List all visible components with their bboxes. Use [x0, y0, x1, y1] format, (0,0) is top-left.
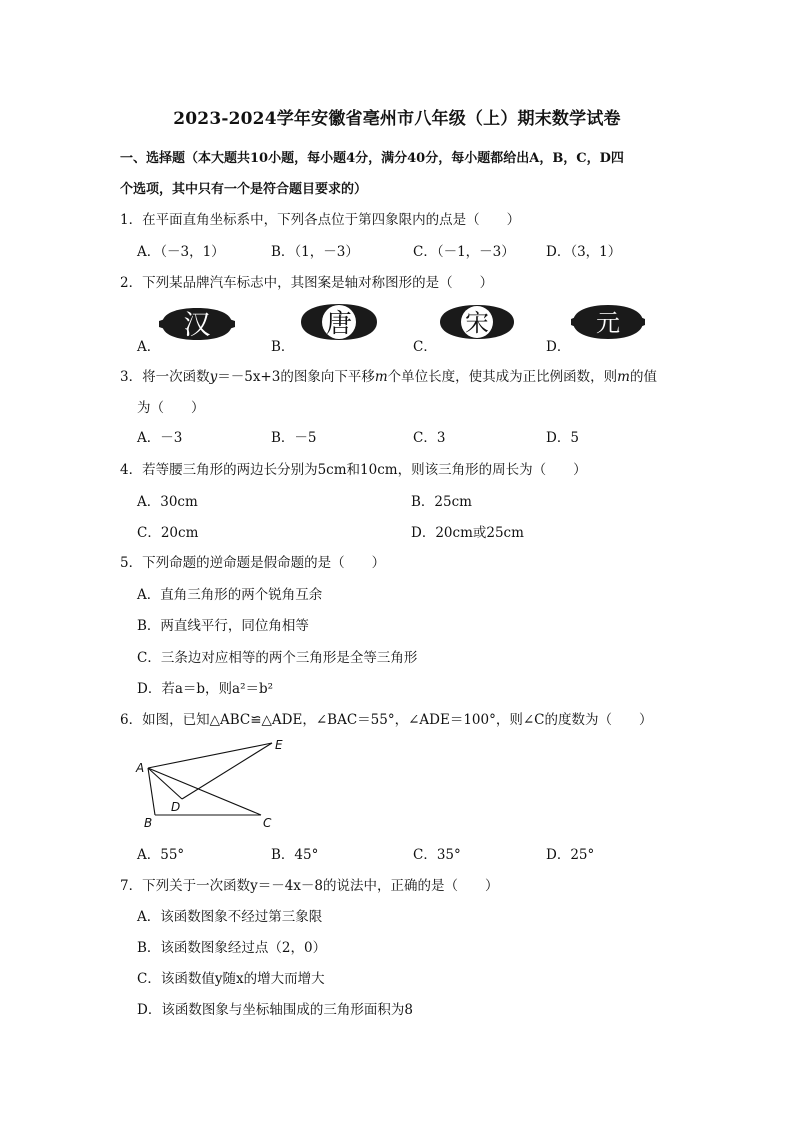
logo-char: 汉	[183, 310, 211, 341]
q2-option-c[interactable]: C．	[413, 339, 437, 355]
q1-option-a[interactable]: A．（－3，1）	[137, 244, 225, 260]
stem-part: 的值	[629, 369, 657, 385]
q6-option-a[interactable]: A．55°	[137, 847, 185, 863]
q5-option-a[interactable]: A．直角三角形的两个锐角互余	[137, 587, 323, 603]
question-3-line2: 为（ ）	[137, 400, 205, 416]
q7-option-c[interactable]: C．该函数值y随x的增大而增大	[137, 971, 325, 987]
q4-option-d[interactable]: D．20cm或25cm	[411, 525, 524, 541]
q4-option-a[interactable]: A．30cm	[137, 494, 198, 510]
segment-de	[182, 743, 272, 799]
question-stem: 下列某品牌汽车标志中，其图案是轴对称图形的是（ ）	[142, 275, 494, 291]
q5-option-c[interactable]: C．三条边对应相等的两个三角形是全等三角形	[137, 650, 418, 666]
car-logo-song[interactable]	[438, 302, 516, 346]
question-6	[120, 708, 652, 728]
q1-option-c[interactable]: C．（－1，－3）	[413, 244, 515, 260]
segment-ab	[148, 768, 155, 815]
logo-char: 元	[596, 309, 620, 337]
section-heading-line2: 个选项，其中只有一个是符合题目要求的）	[120, 182, 368, 197]
q2-option-b[interactable]: B．	[271, 339, 295, 355]
q7-option-a[interactable]: A．该函数图象不经过第三象限	[137, 909, 323, 925]
stem-part: 个单位长度，使其成为正比例函数，则	[387, 369, 618, 385]
question-number: 7．	[120, 878, 143, 894]
question-stem: 下列关于一次函数y＝－4x－8的说法中，正确的是（ ）	[142, 878, 499, 894]
q1-option-d[interactable]: D．（3，1）	[546, 244, 622, 260]
section-heading-line1: 一、选择题（本大题共10小题，每小题4分，满分40分，每小题都给出A，B，C，D四	[120, 151, 624, 166]
q2-option-a[interactable]: A．	[137, 339, 161, 355]
q3-option-d[interactable]: D．5	[546, 430, 579, 446]
question-stem: 如图，已知△ABC≌△ADE，∠BAC＝55°，∠ADE＝100°，则∠C的度数为（ ）	[142, 712, 653, 728]
var-y: y	[209, 369, 218, 385]
label-d: D	[171, 800, 181, 814]
question-2	[120, 271, 493, 291]
question-number: 4．	[120, 462, 143, 478]
segment-ad	[148, 768, 182, 799]
page-title: 2023-2024学年安徽省亳州市八年级（上）期末数学试卷	[173, 109, 621, 129]
q3-option-a[interactable]: A．－3	[137, 430, 183, 446]
question-number: 3．	[120, 369, 143, 385]
q1-option-b[interactable]: B．（1，－3）	[271, 244, 359, 260]
question-stem: 若等腰三角形的两边长分别为5cm和10cm，则该三角形的周长为（ ）	[142, 462, 587, 478]
label-a: A	[136, 761, 145, 775]
q5-option-d[interactable]: D．若a＝b，则a²＝b²	[137, 681, 274, 697]
question-number: 5．	[120, 555, 143, 571]
segment-ac	[148, 768, 261, 815]
var-m: m	[617, 369, 630, 385]
var-m: m	[374, 369, 388, 385]
q2-option-d[interactable]: D．	[546, 339, 571, 355]
segment-ae	[148, 743, 272, 768]
question-7	[120, 874, 499, 894]
question-4	[120, 458, 587, 478]
question-number: 1．	[120, 212, 143, 228]
car-logo-tang[interactable]	[299, 301, 379, 347]
question-1	[120, 208, 520, 228]
question-number: 6．	[120, 712, 143, 728]
label-e: E	[275, 738, 283, 752]
q6-option-c[interactable]: C．35°	[413, 847, 461, 863]
question-5	[120, 551, 385, 571]
question-stem: 在平面直角坐标系中，下列各点位于第四象限内的点是（ ）	[142, 212, 521, 228]
question-number: 2．	[120, 275, 143, 291]
q4-option-b[interactable]: B．25cm	[411, 494, 472, 510]
question-3	[120, 365, 657, 385]
q3-option-c[interactable]: C．3	[413, 430, 446, 446]
car-logo-han[interactable]	[159, 304, 235, 348]
stem-part: 将一次函数	[142, 369, 210, 385]
q3-option-b[interactable]: B．－5	[271, 430, 317, 446]
q4-option-c[interactable]: C．20cm	[137, 525, 199, 541]
q7-option-d[interactable]: D．该函数图象与坐标轴围成的三角形面积为8	[137, 1002, 413, 1018]
q7-option-b[interactable]: B．该函数图象经过点（2，0）	[137, 940, 327, 956]
label-b: B	[144, 816, 153, 830]
q6-option-b[interactable]: B．45°	[271, 847, 319, 863]
logo-char: 唐	[325, 309, 353, 339]
car-logo-yuan[interactable]	[571, 302, 645, 346]
q6-option-d[interactable]: D．25°	[546, 847, 595, 863]
question-stem: 下列命题的逆命题是假命题的是（ ）	[142, 555, 386, 571]
logo-char: 宋	[465, 309, 489, 337]
stem-part: ＝－5x+3的图象向下平移	[217, 369, 375, 385]
q5-option-b[interactable]: B．两直线平行，同位角相等	[137, 618, 309, 634]
label-c: C	[263, 816, 272, 830]
triangle-figure	[130, 730, 300, 834]
